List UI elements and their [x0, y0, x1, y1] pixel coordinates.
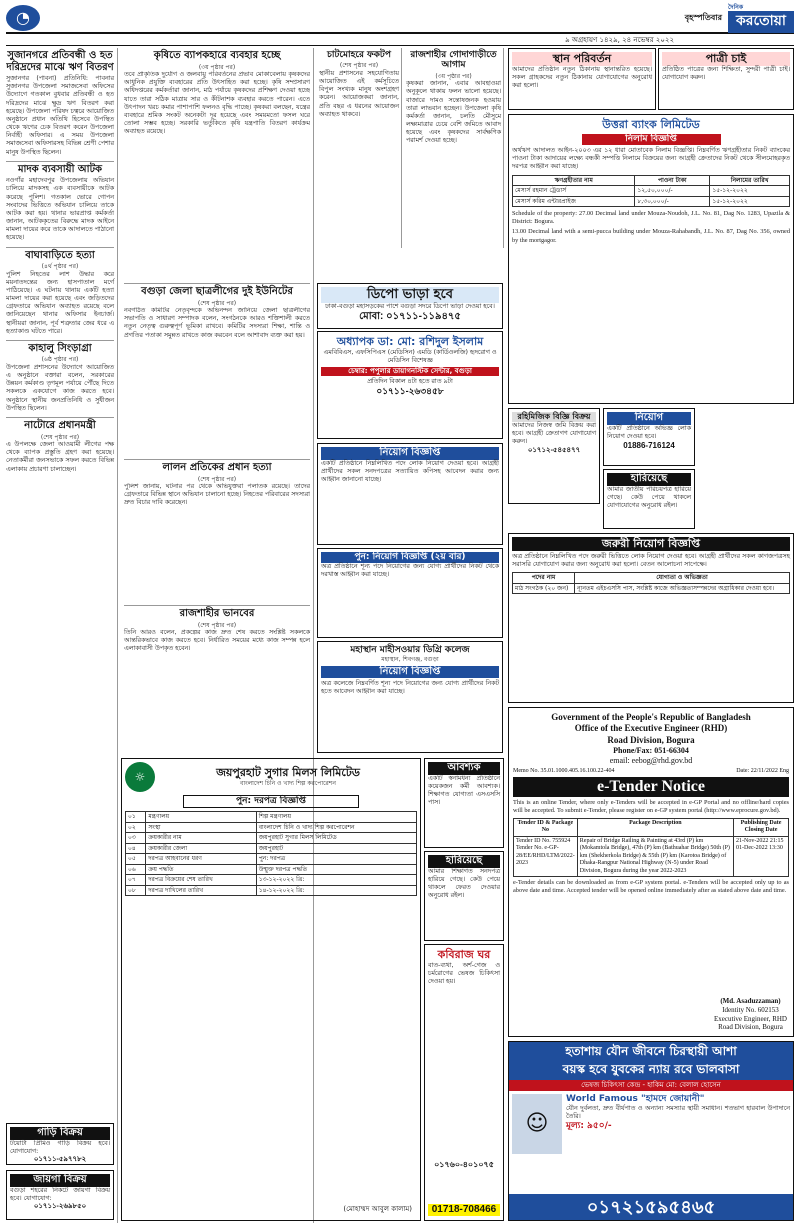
notice-urgent-appointment	[508, 533, 794, 703]
article-body: উপজেলা প্রশাসনের উদ্যোগে আয়োজিত এ অনুষ্ঠানে বক্তারা বলেন, সরকারের উন্নয়ন কর্মকাণ্ড তৃণমূল পর্যায়ে পৌঁছে দিতে সকলকে একযোগে কাজ করতে হবে। অনুষ্ঠানে স্থানীয় জনপ্রতিনিধি ও সুধীজন উপস্থিত ছিলেন।	[6, 363, 114, 412]
article-godagari	[404, 48, 504, 248]
ad-phone: ০১৭১১-২৬৯৮৫০	[33, 1202, 87, 1210]
row-value: জয়পুরহাট	[256, 843, 416, 854]
etender-title: e-Tender Notice	[513, 777, 789, 797]
content-area	[6, 48, 794, 1225]
article-baghabari	[6, 247, 114, 336]
article-continued: (৩য় পৃষ্ঠার পর)	[435, 72, 472, 80]
tender-org-sub: বাংলাদেশ চিনি ও খাদ্য শিল্প করপোরেশন	[240, 780, 336, 788]
tender-dates: 21-Nov-2022 21:15 01-Dec-2022 13:30	[734, 836, 789, 877]
rhd-govt: Government of the People's Republic of Bangladesh	[551, 712, 751, 722]
ad-title: হারিয়েছে	[607, 473, 691, 486]
row-number: ০৮	[126, 885, 146, 896]
row-value: পুন: দরপত্র	[256, 854, 416, 865]
row-item: দরপত্র বিক্রয়ের শেষ তারিখ	[146, 875, 256, 886]
row-number: ০১	[126, 812, 146, 823]
rhd-signature	[714, 997, 787, 1032]
ad-title: রহিমিজিক বিজ্ঞি বিক্রয়	[512, 412, 596, 422]
tender-org: জয়পুরহাট সুগার মিলস লিমিটেড	[216, 766, 360, 780]
ad-kobiraj	[424, 944, 504, 1221]
date-line: ৯ অগ্রহায়ণ ১৪২৯, ২৪ নভেম্বর ২০২২	[6, 34, 794, 46]
rhd-division: Road Division, Bogura	[607, 734, 695, 745]
row-value: বাংলাদেশ চিনি ও খাদ্য শিল্প করপোরেশন	[256, 822, 416, 833]
article-body: তিনি আরও বলেন, প্রকল্পের কাজ দ্রুত শেষ করতে সংশ্লিষ্ট সকলকে আন্তরিকভাবে কাজ করতে হবে। নির্ধারিত সময়ের মধ্যে কাজ সম্পন্ন হলে এলাকাবাসী উপকৃত হবেন।	[124, 629, 310, 653]
article-title: বাঘাবাড়িতে হত্যা	[25, 249, 95, 261]
notice-title: নিলাম বিজ্ঞপ্তি	[582, 134, 721, 145]
ad-doctor	[317, 331, 503, 439]
row-value: ১৪-১২-২০২২ খ্রি:	[256, 885, 416, 896]
sugar-logo-icon: ☼	[125, 762, 155, 792]
ad-bride-wanted	[658, 48, 794, 110]
masthead	[6, 4, 794, 34]
ad-body: একটি স্বনামধন্য প্রতিষ্ঠানে কয়েকজন কর্মী আবশ্যক। শিক্ষাগত যোগ্যতা এসএসসি পাস।	[428, 774, 500, 807]
ad-title: ডিপো ভাড়া হবে	[321, 287, 499, 303]
post-name: মাঠ সংগঠক (২০ জন)	[513, 583, 575, 594]
article-title: বগুড়া জেলা ছাত্রলীগের দুই ইউনিটের	[141, 286, 293, 297]
sign-role: Executive Engineer, RHD	[713, 1014, 787, 1023]
ad-body: প্রতিষ্ঠিত পাত্রের জন্য শিক্ষিতা, সুন্দরী পাত্রী চাই। যোগাযোগ করুন।	[662, 65, 790, 81]
table-row	[126, 854, 417, 865]
article-continued: (শেষ পৃষ্ঠার পর)	[197, 475, 237, 483]
ad-title: পাত্রী চাই	[662, 52, 790, 66]
row-item: দরপত্র আহবানের ধরণ	[146, 854, 256, 865]
bank-name: উত্তরা ব্যাংক লিমিটেড	[602, 118, 700, 131]
ad-phone: ০১৭১১-১১৯৪৭৫	[386, 311, 461, 323]
column-1	[6, 48, 118, 1223]
article-body: কৃষকরা জানান, এবার আবহাওয়া অনুকূলে থাকায় ফলন ভালো হয়েছে। বাজারে দামও সন্তোষজনক হওয়ায় তারা লাভবান হচ্ছেন। উপজেলা কৃষি কর্মকর্তা জানান, চলতি মৌসুমে লক্ষ্যমাত্রার চেয়ে বেশি জমিতে আবাদ হয়েছে এবং কৃষকদের সার্বক্ষণিক পরামর্শ দেওয়া হচ্ছে।	[406, 80, 501, 145]
qualification: যোগ্যতা ও অভিজ্ঞতা	[575, 573, 790, 584]
table-row	[126, 812, 417, 823]
auction-date: ১৫-১২-২০২২	[710, 186, 790, 197]
row-item: ক্রয়কারীর নাম	[146, 833, 256, 844]
ad-agency-sale	[508, 408, 600, 504]
row-value: ১৩-১২-২০২২ খ্রি:	[256, 875, 416, 886]
col-description: Package Description	[577, 818, 733, 836]
ad-headline-1: হতাশায় যৌন জীবনে চিরস্থায়ী আশা	[509, 1042, 793, 1061]
row-value: শিল্প মন্ত্রণালয়	[256, 812, 416, 823]
notice-body: অত্র প্রতিষ্ঠানে শূন্য পদে নিয়োগের জন্য যোগ্য প্রার্থীদের নিকট থেকে দরখাস্ত আহ্বান করা যাচ্ছে।	[321, 563, 499, 579]
table-row	[126, 864, 417, 875]
urgent-table	[512, 572, 790, 594]
table-row	[513, 583, 790, 594]
ad-phone: 01886-716124	[623, 440, 675, 450]
ad-body: বাত-ব্যথা, অর্শ-গেজ ও চর্মরোগের ভেষজ চিকিৎসা দেওয়া হয়।	[428, 961, 500, 986]
table-header-row	[514, 818, 789, 836]
qualification: ন্যূনতম এইচএসসি পাস, সংশ্লিষ্ট কাজে অভিজ্ঞতাসম্পন্নদের অগ্রাধিকার দেওয়া হবে।	[575, 583, 790, 594]
table-row	[126, 822, 417, 833]
college-name: মহাস্থান মাহীসওয়ার ডিগ্রি কলেজ	[350, 645, 470, 655]
auction-date: ১৫-১২-২০২২	[710, 196, 790, 207]
ad-lost-nid	[603, 469, 695, 529]
article-continued: (৪র্থ পৃষ্ঠার পর)	[41, 263, 79, 271]
ad-body: টয়োটা প্রিমিও গাড়ি বিক্রয় হবে। যোগাযোগ:	[10, 1139, 110, 1155]
table-row	[513, 573, 790, 584]
notice-body: অর্থঋণ আদালত আইন-২০০৩ এর ১২ ধারা মোতাবেক নিলাম বিজ্ঞপ্তি। নিম্নবর্ণিত ঋণগ্রহীতার নিকট ব্যাংকের পাওনা টাকা আদায়ের লক্ষ্যে বন্ধকী সম্পত্তি নিলামে বিক্রয়ের জন্য আগ্রহী ক্রেতাদের নিকট থেকে সীলমোহরকৃত দরপত্র আহ্বান করা যাচ্ছে।	[512, 147, 790, 171]
row-item: ক্রয় পদ্ধতি	[146, 864, 256, 875]
article-title: নাটোরে প্রধানমন্ত্রী	[24, 420, 96, 431]
sign-name: (Md. Asaduzzaman)	[720, 997, 781, 1005]
article-continued: (শেষ পৃষ্ঠার পর)	[339, 62, 379, 70]
rhd-date: Date: 22/11/2022 Eng	[736, 767, 789, 774]
ad-body: আমার শিক্ষাগত সনদপত্র হারিয়ে গেছে। কেউ পেয়ে থাকলে ফেরত দেওয়ার অনুরোধ রইল।	[428, 867, 500, 900]
notice-body: অত্র কলেজে নিম্নবর্ণিত শূন্য পদে নিয়োগের জন্য যোগ্য প্রার্থীদের নিকট হতে আবেদন আহ্বান করা যাচ্ছে।	[321, 680, 499, 696]
row-value: জয়পুরহাট সুগার মিলস লিমিটেড	[256, 833, 416, 844]
table-row	[514, 836, 789, 877]
row-item: সংস্থা	[146, 822, 256, 833]
ad-price: মূল্য: ৯৫০/-	[566, 1121, 612, 1132]
row-value: উন্মুক্ত দরপত্র পদ্ধতি	[256, 864, 416, 875]
ad-phone: ০১৭১২-৫৪৫৪৭৭	[527, 446, 581, 454]
etender-table	[513, 818, 789, 878]
ad-headline-2: বয়স্ক হবে যুবকের ন্যায় রবে ভালবাসা	[509, 1061, 793, 1080]
notice-title: নিয়োগ বিজ্ঞপ্তি	[321, 447, 499, 460]
auction-date: নিলামের তারিখ	[710, 175, 790, 186]
ad-body: ঢাকা-বগুড়া মহাসড়কের পাশে বগুড়া সদরে ডিপো ভাড়া দেওয়া হবে।	[325, 303, 495, 311]
paper-prefix: দৈনিক	[728, 3, 744, 11]
notice-college	[317, 641, 503, 753]
ad-title: অধ্যাপক ডা: মো: রশিদুল ইসলাম	[336, 335, 484, 348]
article-drug-arrest	[6, 161, 114, 243]
article-continued: (শেষ পৃষ্ঠার পর)	[40, 433, 80, 441]
ad-phone: ০১৭৬০-৪০১০৭৫	[434, 1160, 494, 1169]
table-row	[513, 186, 790, 197]
college-address: মহাস্থান, শিবগঞ্জ, বগুড়া	[381, 656, 439, 664]
amount: ১২,৫০,০০০/-	[635, 186, 710, 197]
tender-label: পুন: দরপত্র বিজ্ঞপ্তি	[183, 795, 358, 808]
article-continued: (৬ষ্ঠ পৃষ্ঠার পর)	[41, 356, 79, 364]
amount: পাওনা টাকা	[635, 175, 710, 186]
ad-body: এমবিবিএস, এফসিপিএস (মেডিসিন) এমডি (কার্ডিওলজি) হৃদরোগ ও মেডিসিন বিশেষজ্ঞ	[323, 348, 497, 364]
row-number: ০৫	[126, 854, 146, 865]
paper-logo-icon: ◔	[6, 5, 40, 31]
row-number: ০৪	[126, 843, 146, 854]
ad-body: বগুড়া শহরের নিকটে জায়গা বিক্রয় হবে। যোগাযোগ:	[10, 1186, 110, 1202]
rhd-memo: Memo No. 35.01.1000.405.16.100.22-404	[513, 767, 615, 774]
tender-id: Tender ID No. 755924 Tender No. e-GP-28/EE/RHD/LTM/2022-2023	[514, 836, 578, 877]
doctor-photo-icon: ☺	[512, 1094, 562, 1154]
notice-bank-auction	[508, 114, 794, 404]
ad-body: আমাদের নিজস্ব জমি বিক্রয় করা হবে। আগ্রহী ক্রেতাগণ যোগাযোগ করুন।	[512, 422, 596, 446]
ad-body: আমার জাতীয় পরিচয়পত্র হারিয়ে গেছে। কেউ পেয়ে থাকলে যোগাযোগের অনুরোধ রইল।	[607, 485, 691, 509]
article-continued: (শেষ পৃষ্ঠার পর)	[197, 621, 237, 629]
article-body: সুজানগর (পাবনা) প্রতিনিধি: পাবনার সুজানগর উপজেলা সমাজসেবা অফিসের উদ্যোগে গতকাল বুধবার প্রতিবন্ধী ও হত দরিদ্রদের মাঝে ক্ষুদ্র ঋণ বিতরণ করা হয়েছে। উপজেলা পরিষদ চত্বরে আয়োজিত অনুষ্ঠানে প্রধান অতিথি হিসেবে উপস্থিত থেকে ঋণের চেক বিতরণ করেন উপজেলা নির্বাহী অফিসার। এ সময় উপজেলা সমাজসেবা অফিসারসহ বিভিন্ন শ্রেণী পেশার মানুষ উপস্থিত ছিলেন।	[6, 75, 114, 156]
article-continued: (শেষ পৃষ্ঠার পর)	[197, 299, 237, 307]
article-kahalu	[6, 340, 114, 413]
row-number: ০৭	[126, 875, 146, 886]
ad-small-appointment	[603, 408, 695, 466]
article-title: কৃষিতে ব্যাপকহারে ব্যবহার হচ্ছে	[153, 50, 281, 61]
ad-land-sale	[6, 1170, 114, 1220]
article-body: পুলিশ জানায়, ঘটনার পর থেকে অভিযুক্তরা পলাতক রয়েছে। তাদের গ্রেফতারে বিভিন্ন স্থানে অভিযান চালানো হচ্ছে। নিহতের পরিবারের সদস্যরা দ্রুত বিচার দাবি করেছেন।	[124, 483, 310, 507]
col-tender-id: Tender ID & Package No	[514, 818, 578, 836]
ad-product: World Famous "হামদে জোয়ানী"	[566, 1093, 705, 1104]
article-chatmohar	[317, 48, 402, 248]
sign-division: Road Division, Bogura	[718, 1023, 783, 1032]
table-row	[513, 196, 790, 207]
row-number: ০২	[126, 822, 146, 833]
notice-title: নিয়োগ বিজ্ঞপ্তি	[321, 666, 499, 679]
article-title: লালন প্রতিকের প্রধান হত্যা	[162, 462, 272, 473]
masthead-right	[685, 4, 794, 33]
article-body: এ উপলক্ষে জেলা আওয়ামী লীগের পক্ষ থেকে ব্যাপক প্রস্তুতি গ্রহণ করা হয়েছে। নেতাকর্মীরা জনসভাকে সফল করতে বিভিন্ন এলাকায় প্রচারণা চালাচ্ছেন।	[6, 441, 114, 473]
table-row	[126, 885, 417, 896]
ad-body: যৌন দুর্বলতা, দ্রুত বীর্যপাত ও অন্যান্য সমস্যার স্থায়ী সমাধান। শতভাগ হারবাল উপাদানে তৈরি।	[566, 1105, 790, 1121]
row-item: দরপত্র দাখিলের তারিখ	[146, 885, 256, 896]
rhd-email: email: eebog@rhd.gov.bd	[609, 755, 693, 765]
rhd-phone: Phone/Fax: 051-66304	[613, 745, 689, 755]
article-title: সুজানগরে প্রতিবন্ধী ও হত দরিদ্রদের মাঝে ঋণ বিতরণ	[6, 50, 114, 73]
ad-title: আবশ্যক	[428, 762, 500, 775]
ad-title: স্থান পরিবর্তন	[512, 52, 652, 66]
article-body: তবে প্রাকৃতিক দুর্যোগ ও জলবায়ু পরিবর্তনের প্রভাব মোকাবেলায় কৃষকদের আধুনিক প্রযুক্তি ব্যবহারের প্রতি উৎসাহিত করা হচ্ছে। কৃষি সম্প্রসারণ অধিদপ্তরের কর্মকর্তারা জানান, মাঠ পর্যায়ে কৃষকদের প্রশিক্ষণ দেওয়া হচ্ছে যাতে তারা সঠিক মাত্রায় সার ও কীটনাশক ব্যবহার করতে পারেন। এতে উৎপাদন খরচ কমার পাশাপাশি ফলনও বৃদ্ধি পাচ্ছে। কৃষকরা বলছেন, যন্ত্রের ব্যবহারে শ্রমিক সংকট অনেকটা দূর হয়েছে এবং সময়মতো ফসল ঘরে তোলা সম্ভব হচ্ছে। সরকারি ভর্তুকিতে কৃষি যন্ত্রপাতি বিতরণ কার্যক্রম অব্যাহত রয়েছে।	[124, 71, 310, 136]
tender-sugar-mills	[121, 758, 421, 1221]
borrower: মেসার্স করিম এন্টারপ্রাইজ	[513, 196, 635, 207]
ad-title: গাড়ি বিক্রয়	[10, 1127, 110, 1140]
notice-appointment-1	[317, 443, 503, 545]
ad-depot-rent	[317, 283, 503, 329]
ad-hours: প্রতিদিন বিকাল ৪টা হতে রাত ৯টা	[367, 377, 453, 385]
auction-table	[512, 175, 790, 208]
etender-note: e-Tender details can be downloaded as from e-GP system portal. e-Tenders will be accepted only up to as above date and time. Accepted tender will be opened online immediately after as stated above date and time.	[513, 879, 789, 895]
article-body: পুলিশ নিহতের লাশ উদ্ধার করে ময়নাতদন্তের জন্য হাসপাতাল মর্গে পাঠিয়েছে। এ ঘটনায় থানায় একটি হত্যা মামলা দায়ের করা হয়েছে এবং জড়িতদের গ্রেফতারে অভিযান অব্যাহত রয়েছে বলে জানিয়েছেন থানার অফিসার ইনচার্জ। স্থানীয়রা জানান, পূর্ব শত্রুতার জের ধরে এ হত্যাকাণ্ড ঘটতে পারে।	[6, 270, 114, 335]
ad-relocation	[508, 48, 656, 110]
article-body: নবগঠিত কমিটির নেতৃবৃন্দকে অভিনন্দন জানিয়ে জেলা ছাত্রলীগের সভাপতি ও সাধারণ সম্পাদক বলেন, সংগঠনকে আরও শক্তিশালী করতে নতুন নেতৃত্ব গুরুত্বপূর্ণ ভূমিকা রাখবে। কমিটির সদস্যরা শিক্ষা, শান্তি ও প্রগতির পতাকা সমুন্নত রাখতে কাজ করবেন বলে আশাবাদ ব্যক্ত করা হয়।	[124, 307, 310, 339]
ad-phone-label: মোবা:	[359, 311, 384, 323]
row-item: মন্ত্রণালয়	[146, 812, 256, 823]
article-lalon	[124, 459, 310, 603]
article-title: মাদক ব্যবসায়ী আটক	[17, 163, 103, 175]
ad-lost-certificate	[424, 851, 504, 941]
ad-health	[508, 1041, 794, 1221]
schedule-2: 13.00 Decimal land with a semi-pucca building under Mouza-Rahabandh, J.L. No. 87, Dag No. 356, owned by the mortgagor.	[512, 228, 790, 244]
ad-strip: ভেষজ চিকিৎসা কেন্দ্র - হাকিম মো: বেলাল হোসেন	[509, 1080, 793, 1091]
row-item: ক্রয়কারীর জেলা	[146, 843, 256, 854]
ad-title: হারিয়েছে	[428, 855, 500, 868]
ad-title: কবিরাজ ঘর	[437, 948, 491, 961]
article-title: রাজশাহীর ভানবের	[179, 608, 255, 619]
sign-id: Identity No. 602153	[722, 1005, 779, 1014]
table-row	[513, 175, 790, 186]
ad-body: আমাদের প্রতিষ্ঠান নতুন ঠিকানায় স্থানান্তরিত হয়েছে। সকল গ্রাহকদের নতুন ঠিকানায় যোগাযোগের অনুরোধ করা হলো।	[512, 65, 652, 90]
rhd-office: Office of the Executive Engineer (RHD)	[574, 723, 728, 734]
ad-chamber: চেম্বার: পপুলার ডায়াগনস্টিক সেন্টার, বগুড়া	[321, 367, 499, 376]
row-number: ০৬	[126, 864, 146, 875]
paper-name: করতোয়া	[728, 11, 794, 33]
ad-phone: ০১৭১১-২৬৩৪৫৮	[376, 386, 444, 397]
rhd-memo-row	[513, 768, 789, 776]
article-title: চাটমোহরে ফকটপ	[327, 50, 391, 60]
notice-body: একটি প্রতিষ্ঠানে নিম্নলিখিত পদে লোক নিয়োগ দেওয়া হবে। আগ্রহী প্রার্থীদের সকল সনদপত্রের সত্যায়িত কপিসহ আবেদন করার জন্য আহ্বান জানানো যাচ্ছে।	[321, 459, 499, 483]
notice-title: পুন: নিয়োগ বিজ্ঞপ্তি (২য় বার)	[321, 552, 499, 563]
etender-intro: This is an online Tender, where only e-Tenders will be accepted in e-GP Portal and no offline/hard copies will be accepted. To submit e-Tender, please register on e-GP system portal (http://www.eprocure.gov.bd).	[513, 799, 789, 815]
article-natore	[6, 417, 114, 474]
ad-phone: ০১৭২১৫৯৫৪৬৫	[509, 1194, 793, 1221]
ad-title: নিয়োগ	[607, 412, 691, 425]
tender-table	[125, 811, 417, 896]
row-number: ০৩	[126, 833, 146, 844]
notice-appointment-2	[317, 548, 503, 638]
col-dates: Publishing Date Closing Date	[734, 818, 789, 836]
table-row	[126, 843, 417, 854]
ad-phone: ০১৭১১-৫৯৭৭৮২	[33, 1155, 87, 1163]
notice-body: অত্র প্রতিষ্ঠানে নিম্নলিখিত পদে জরুরী ভিত্তিতে লোক নিয়োগ দেওয়া হবে। আগ্রহী প্রার্থীদের সকল কাগজপত্রসহ সরাসরি যোগাযোগ করার জন্য অনুরোধ করা হলো। বেতন আলোচনা সাপেক্ষে।	[512, 552, 790, 568]
tender-header	[125, 762, 417, 792]
article-title: রাজশাহীর গোদাগাড়ীতে আগাম	[410, 50, 497, 71]
article-title: কাহালু সিংড়াগ্রা	[28, 342, 92, 354]
schedule-1: Schedule of the property: 27.00 Decimal land under Mouza-Noudoh, J.L. No. 81, Dag No. 1283, Upazila & District: Bogura.	[512, 210, 790, 226]
notice-title: জরুরী নিয়োগ বিজ্ঞপ্তি	[512, 537, 790, 551]
table-row	[126, 833, 417, 844]
amount: ৮,৩০,০০০/-	[635, 196, 710, 207]
article-body: স্থানীয় প্রশাসনের সহযোগিতায় আয়োজিত এই কর্মসূচিতে বিপুল সংখ্যক মানুষ অংশগ্রহণ করেন। আয়োজকরা জানান, প্রতি বছর এ ধরনের আয়োজন অব্যাহত থাকবে।	[319, 69, 399, 118]
article-rajshahi	[124, 605, 310, 654]
post-name: পদের নাম	[513, 573, 575, 584]
article-agriculture	[124, 50, 310, 281]
ad-body: একটি প্রতিষ্ঠানে অভিজ্ঞ লোক নিয়োগ দেওয়া হবে।	[607, 424, 691, 440]
day-label: বৃহস্পতিবার	[684, 13, 722, 22]
ad-car-sale	[6, 1123, 114, 1165]
tender-signature: (মোহাম্মদ আবুল কালাম)	[343, 1205, 412, 1214]
ad-title: জায়গা বিক্রয়	[10, 1174, 110, 1187]
ad-phone-2: 01718-708466	[428, 1204, 500, 1217]
notice-rhd-etender	[508, 707, 794, 1037]
ad-aboshok	[424, 758, 504, 848]
article-body: নওগাঁর মহাদেবপুর উপজেলায় অভিযান চালিয়ে মাদকসহ এক ব্যবসায়ীকে আটক করেছে পুলিশ। গতকাল ভোরে গোপন সংবাদের ভিত্তিতে অভিযান চালিয়ে তাকে আটক করা হয়। থানার ভারপ্রাপ্ত কর্মকর্তা জানান, আটককৃতের বিরুদ্ধে মাদক আইনে মামলা দায়ের করে তাকে আদালতে পাঠানো হয়েছে।	[6, 177, 114, 242]
table-row	[126, 875, 417, 886]
borrower: মেসার্স রহমান ট্রেডার্স	[513, 186, 635, 197]
article-chhatraleague	[124, 283, 310, 457]
tender-description: Repair of Bridge Railing & Painting at 43rd (P) km (Mokamtola Bridge), 47th (P) km (Bathuahar Bridge) 50th (P) km (Shekherkola Bridge) & 55th (P) km (Karotoa Bridge) of Dhaka-Rangpur National Highway (N-5) under Road Division, Bogura during the year 2022-2023	[577, 836, 733, 877]
article-continued: (৩য় পৃষ্ঠার পর)	[198, 63, 236, 71]
borrower: ঋণগ্রহীতার নাম	[513, 175, 635, 186]
article-sujanagar	[6, 50, 114, 157]
